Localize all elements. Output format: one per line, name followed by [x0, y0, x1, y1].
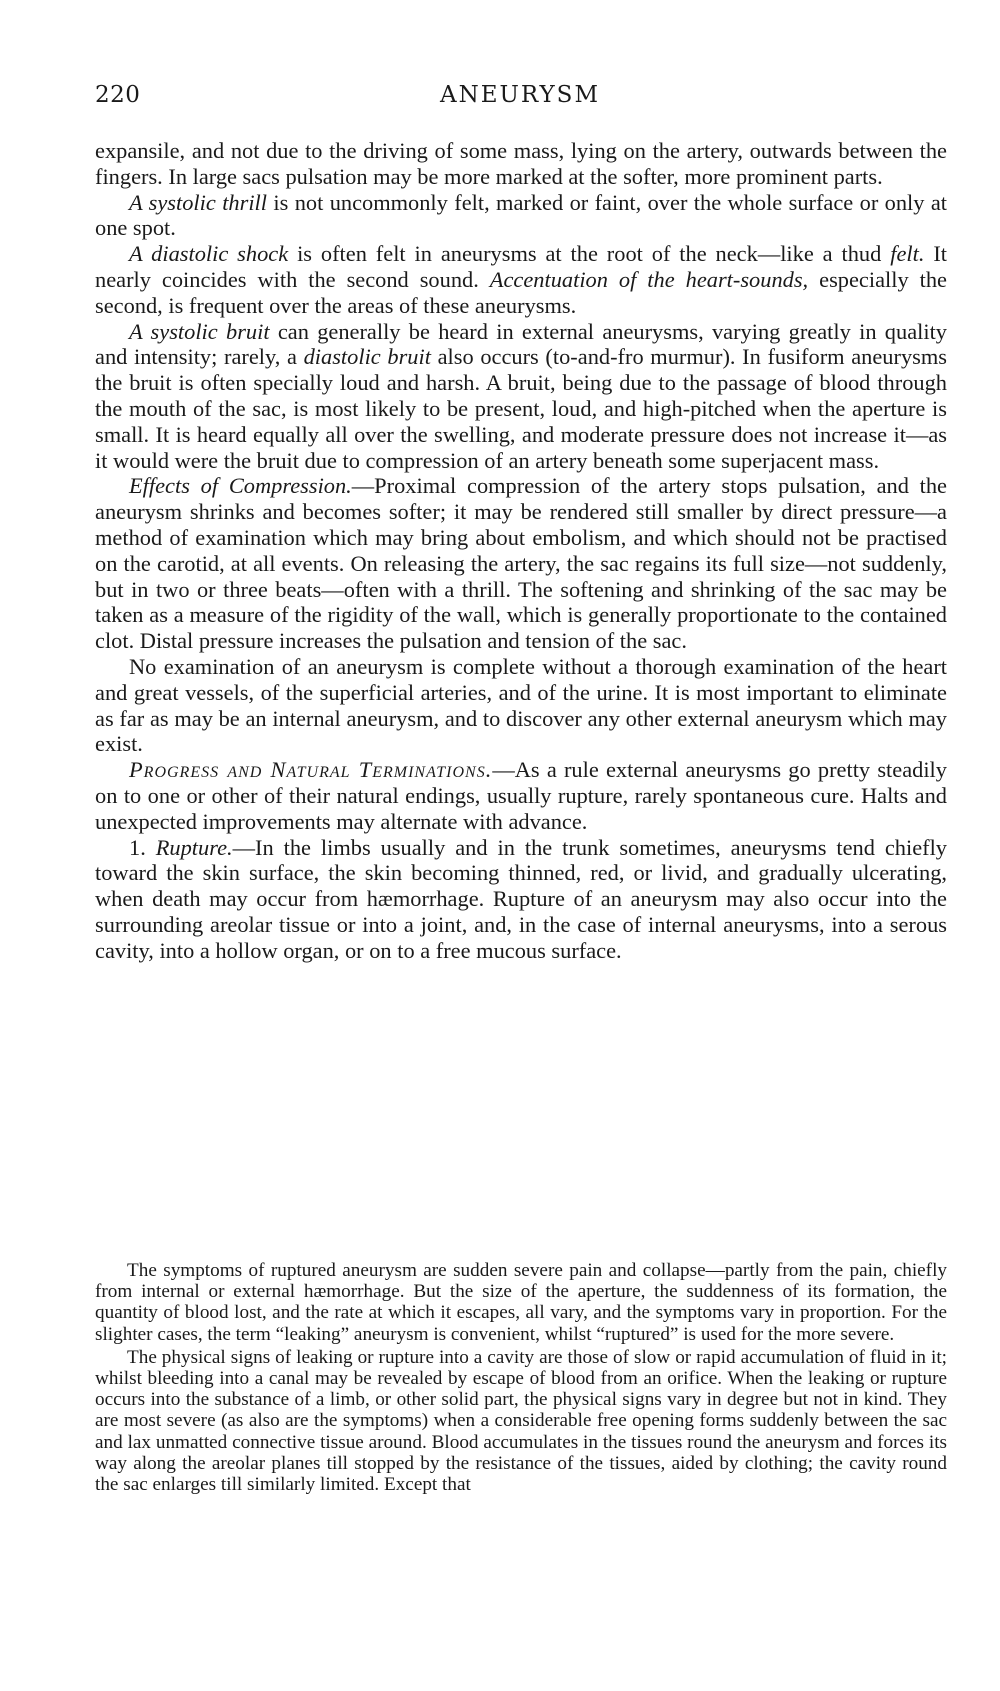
paragraph-systolic-bruit [95, 319, 947, 474]
term-systolic-thrill: A systolic thrill [129, 189, 267, 215]
effects-of-compression-text: —Proximal compression of the artery stops pulsation, and the aneurysm shrinks and becomes softer; it may be rendered still smaller by direct pressure—a method of examination which may bring about embolism, and which should not be practised on the carotid, at all events. On releasing the artery, the sac regains its full size—not suddenly, but in two or three beats—often with a thrill. The softening and shrinking of the sac may be taken as a measure of the rigidity of the wall, which is generally proportionate to the contained clot. Distal pressure increases the pulsation and tension of the sac. [95, 473, 947, 654]
term-diastolic-bruit: diastolic bruit [303, 344, 431, 370]
term-effects-of-compression: Effects of Compression. [129, 473, 352, 499]
paragraph-expansile: expansile, and not due to the driving of some mass, lying on the artery, outwards between the fingers. In large sacs pulsation may be more marked at the softer, more prominent parts. [95, 138, 947, 189]
diastolic-shock-text-b: It nearly coincides with the second sound. [95, 241, 947, 292]
running-head [95, 82, 945, 122]
diastolic-shock-text-c: especially the second, is frequent over the areas of these aneurysms. [95, 266, 947, 318]
running-title: ANEURYSM [439, 82, 600, 108]
progress-text: —As a rule external aneurysms go pretty steadily on to one or other of their natural endings, usually rupture, rarely spontaneous cure. Halts and unexpected improvements may alternate with advance. [95, 757, 947, 834]
small-print-section [95, 1260, 947, 1495]
paragraph-examination: No examination of an aneurysm is complete without a thorough examination of the heart and great vessels, of the superficial arteries, and of the urine. It is most important to eliminate as far as may be an internal aneurysm, and to discover any other external aneurysm which may exist. [95, 653, 947, 757]
term-felt: felt. [890, 241, 925, 267]
page-number: 220 [95, 82, 141, 108]
diastolic-shock-text-a: is often felt in aneurysms at the root of the neck—like a thud [288, 241, 891, 267]
term-diastolic-shock: A diastolic shock [129, 241, 289, 267]
term-accentuation: Accentuation of the heart-sounds, [489, 266, 809, 292]
section-heading-progress: Progress and Natural Terminations. [129, 757, 493, 783]
paragraph-diastolic-shock [95, 241, 947, 318]
paragraph-symptoms-of-rupture: The symptoms of ruptured aneurysm are sudden severe pain and collapse—partly from the pain, chiefly from internal or external hæmorrhage. But the size of the aperture, the suddenness of its formation, the quantity of blood lost, and the rate at which it escapes, all vary, and the symptoms vary in proportion. For the slighter cases, the term “leaking” aneurysm is convenient, whilst “ruptured” is used for the more severe. [95, 1260, 947, 1345]
main-text [95, 138, 947, 964]
list-number: 1. [129, 834, 156, 860]
systolic-bruit-text-b: also occurs (to-and-fro murmur). In fusiform aneurysms the bruit is often specially loud and harsh. A bruit, being due to the passage of blood through the mouth of the sac, is most likely to be present, loud, and high-pitched when the aperture is small. It is heard equally all over the swelling, and moderate pressure does not increase it—as it would were the bruit due to compression of an artery beneath some superjacent mass. [95, 344, 947, 473]
paragraph-rupture [95, 835, 947, 964]
systolic-thrill-text: is not uncommonly felt, marked or faint, over the whole surface or only at one spot. [95, 189, 948, 241]
paragraph-progress [95, 757, 947, 834]
rupture-text: —In the limbs usually and in the trunk sometimes, aneurysms tend chiefly toward the skin surface, the skin becoming thinned, red, or livid, and gradually ulcerating, when death may occur from hæmorrhage. Rupture of an aneurysm may also occur into the surrounding areolar tissue or into a joint, and, in the case of internal aneurysms, into a serous cavity, into a hollow organ, or on to a free mucous surface. [95, 834, 948, 963]
paragraph-physical-signs: The physical signs of leaking or rupture into a cavity are those of slow or rapid accumulation of fluid in it; whilst bleeding into a canal may be revealed by escape of blood from an orifice. When the leaking or rupture occurs into the substance of a limb, or other solid part, the physical signs vary in degree but not in kind. They are most severe (as also are the symptoms) when a considerable free opening forms suddenly between the sac and lax unmatted connective tissue around. Blood accumulates in the tissues round the aneurysm and forces its way along the areolar planes till stopped by the resistance of the tissues, aided by clothing; the cavity round the sac enlarges till similarly limited. Except that [95, 1346, 947, 1496]
paragraph-systolic-thrill [95, 190, 947, 242]
paragraph-effects-of-compression [95, 473, 947, 654]
systolic-bruit-text-a: can generally be heard in external aneurysms, varying greatly in quality and intensity; rarely, a [95, 318, 947, 370]
term-rupture: Rupture. [155, 834, 233, 860]
term-systolic-bruit: A systolic bruit [129, 318, 270, 344]
